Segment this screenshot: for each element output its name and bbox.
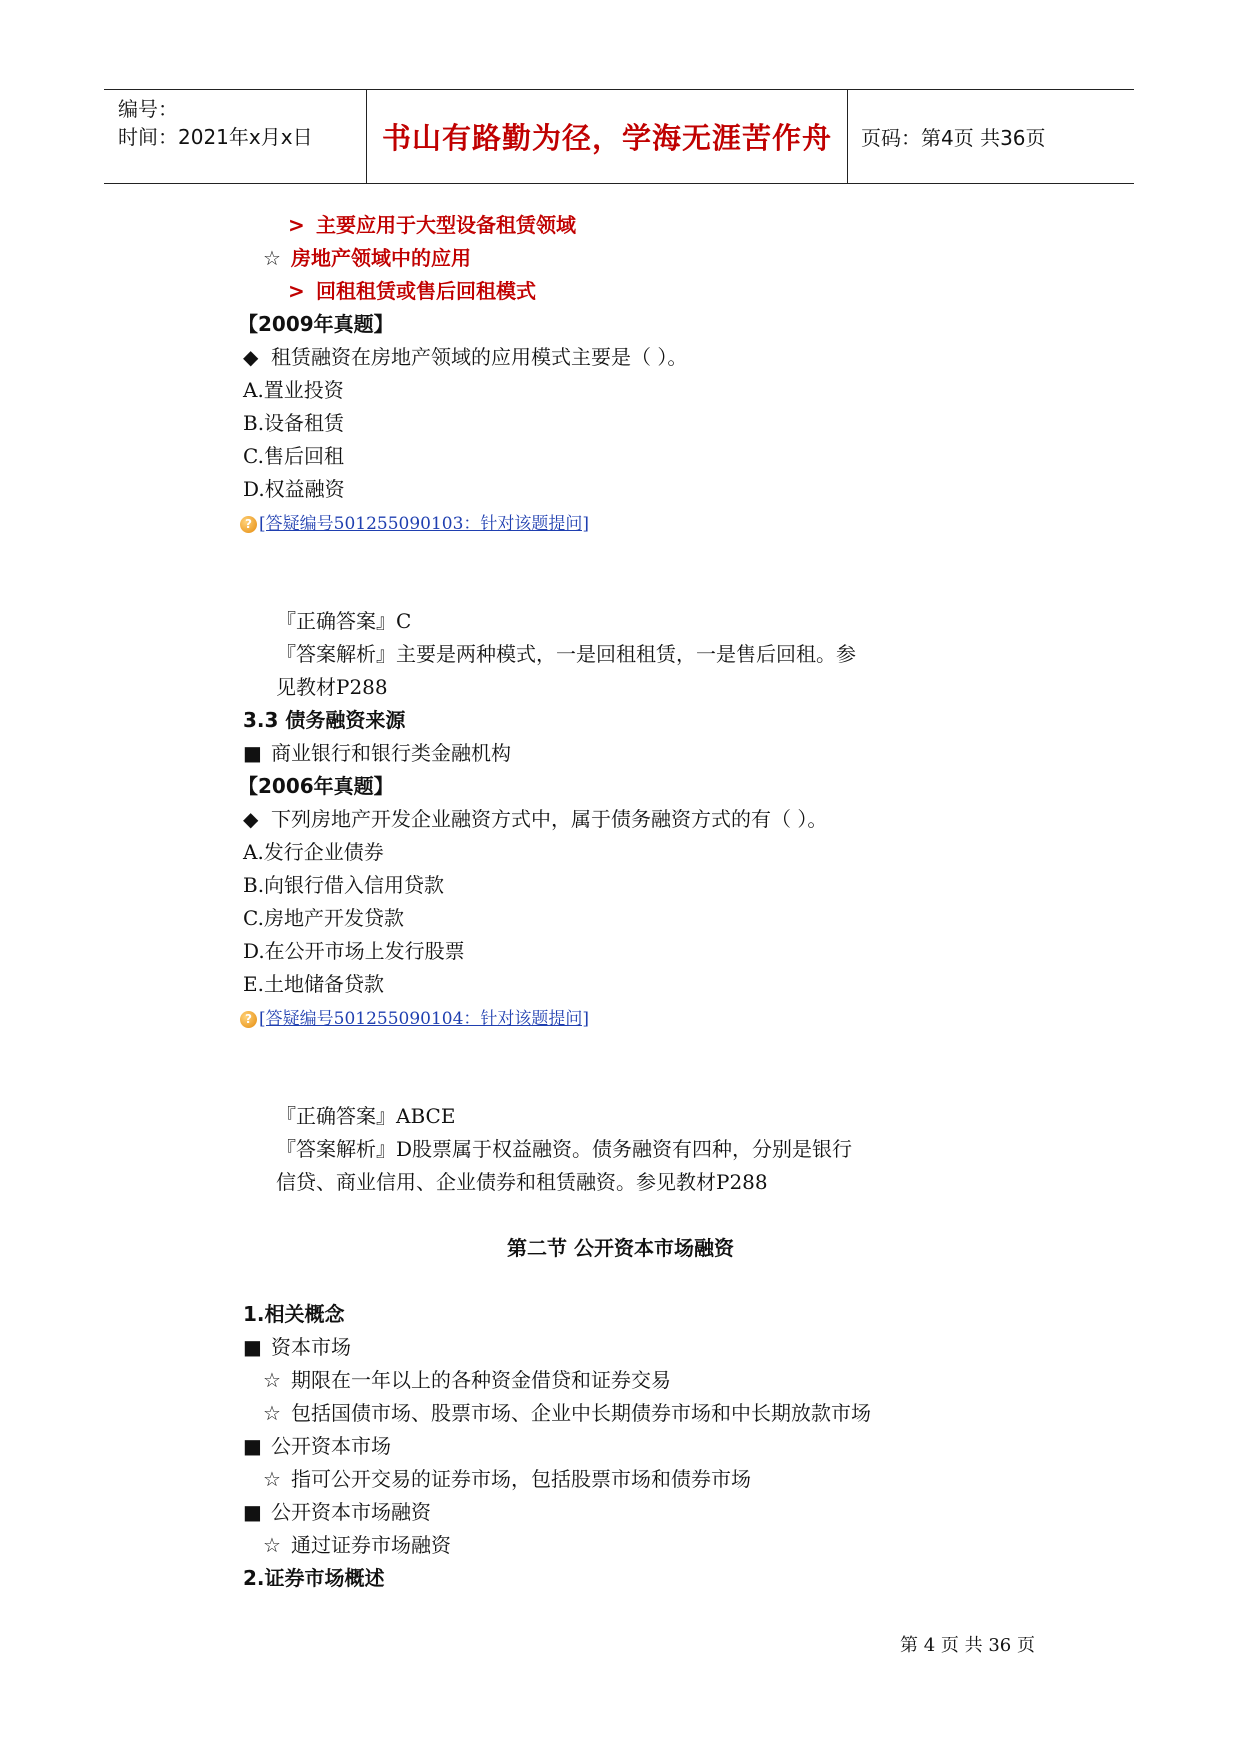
bullet-line: ☆ 期限在一年以上的各种资金借贷和证券交易 <box>263 1368 671 1392</box>
bullet-marker: > <box>288 213 305 237</box>
square-marker: ■ <box>243 1335 262 1359</box>
star-marker: ☆ <box>263 1401 281 1425</box>
square-marker: ■ <box>243 741 262 765</box>
star-marker: ☆ <box>263 1533 281 1557</box>
exam-title: 【2009年真题】 <box>238 312 394 336</box>
bullet-marker: > <box>288 279 305 303</box>
square-marker: ■ <box>243 1434 262 1458</box>
header-motto-cell <box>366 90 848 183</box>
option-b: B.向银行借入信用贷款 <box>243 873 445 897</box>
question-link-row <box>240 509 589 537</box>
header-info-cell <box>104 90 366 183</box>
option-b: B.设备租赁 <box>243 411 345 435</box>
chapter-section-title: 第二节 公开资本市场融资 <box>507 1236 734 1260</box>
answer-explanation: 『答案解析』D股票属于权益融资。债务融资有四种，分别是银行 <box>276 1137 853 1161</box>
square-marker: ■ <box>243 1500 262 1524</box>
answer-explanation-cont: 信贷、商业信用、企业债券和租赁融资。参见教材P288 <box>276 1170 768 1194</box>
bullet-line: ☆ 指可公开交易的证券市场，包括股票市场和债券市场 <box>263 1467 751 1491</box>
page-label: 页码：第4页 共36页 <box>861 126 1046 150</box>
bullet-line: ☆ 房地产领域中的应用 <box>263 246 471 270</box>
page-footer: 第 4 页 共 36 页 <box>900 1635 1035 1656</box>
question-line: ◆ 下列房地产开发企业融资方式中，属于债务融资方式的有（ ）。 <box>243 807 828 831</box>
bullet-line: ■ 公开资本市场 <box>243 1434 391 1458</box>
bullet-line: ■ 公开资本市场融资 <box>243 1500 431 1524</box>
ask-question-link[interactable]: [答疑编号501255090103：针对该题提问] <box>259 514 590 534</box>
question-line: ◆ 租赁融资在房地产领域的应用模式主要是（ ）。 <box>243 345 688 369</box>
time-label: 时间：2021年x月x日 <box>118 125 313 149</box>
option-d: D.权益融资 <box>243 477 345 501</box>
option-e: E.土地储备贷款 <box>243 972 384 996</box>
help-icon: ? <box>240 1011 257 1028</box>
bullet-line: > 回租租赁或售后回租模式 <box>288 279 536 303</box>
section-heading: 3.3 债务融资来源 <box>243 708 406 732</box>
star-marker: ☆ <box>263 1368 281 1392</box>
header-page-cell <box>848 90 1147 183</box>
ask-question-link[interactable]: [答疑编号501255090104：针对该题提问] <box>259 1009 590 1029</box>
diamond-marker: ◆ <box>243 345 259 369</box>
motto-text: 书山有路勤为径，学海无涯苦作舟 <box>381 121 832 155</box>
option-a: A.置业投资 <box>243 378 344 402</box>
star-marker: ☆ <box>263 246 281 270</box>
bullet-line: ☆ 通过证券市场融资 <box>263 1533 451 1557</box>
bullet-line: ■ 商业银行和银行类金融机构 <box>243 741 511 765</box>
star-marker: ☆ <box>263 1467 281 1491</box>
section-heading: 2.证券市场概述 <box>243 1566 385 1590</box>
section-heading: 1.相关概念 <box>243 1302 345 1326</box>
bullet-line: ■ 资本市场 <box>243 1335 351 1359</box>
option-a: A.发行企业债券 <box>243 840 384 864</box>
exam-title: 【2006年真题】 <box>238 774 394 798</box>
diamond-marker: ◆ <box>243 807 259 831</box>
help-icon: ? <box>240 516 257 533</box>
option-c: C.房地产开发贷款 <box>243 906 404 930</box>
correct-answer: 『正确答案』ABCE <box>276 1104 456 1128</box>
bullet-line: ☆ 包括国债市场、股票市场、企业中长期债券市场和中长期放款市场 <box>263 1401 871 1425</box>
page-header <box>104 89 1134 184</box>
correct-answer: 『正确答案』C <box>276 609 412 633</box>
question-link-row <box>240 1004 589 1032</box>
number-label: 编号： <box>118 97 178 121</box>
option-c: C.售后回租 <box>243 444 344 468</box>
answer-explanation: 『答案解析』主要是两种模式，一是回租租赁，一是售后回租。参 <box>276 642 856 666</box>
answer-explanation-cont: 见教材P288 <box>276 675 388 699</box>
bullet-line: > 主要应用于大型设备租赁领域 <box>288 213 576 237</box>
option-d: D.在公开市场上发行股票 <box>243 939 465 963</box>
